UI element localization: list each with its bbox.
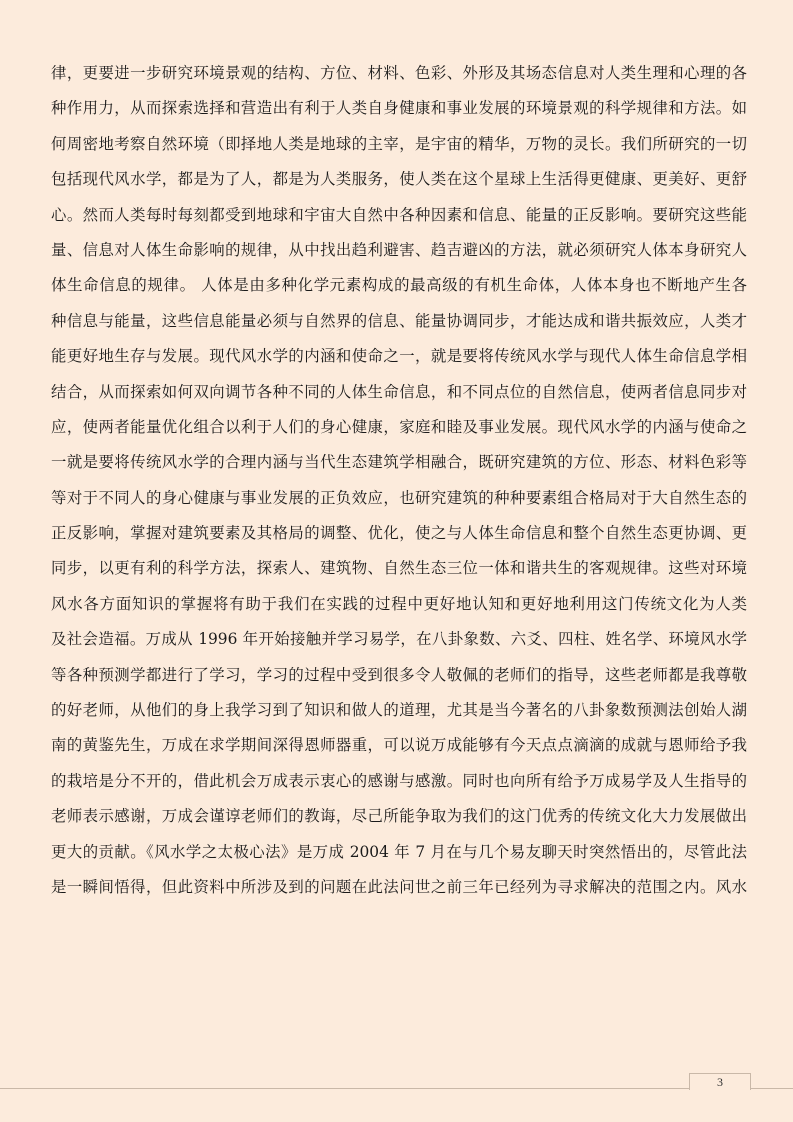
text-line: 老师表示感谢，万成会谨谆老师们的教诲，尽己所能争取为我们的这门优秀的传统文化大力发展做出 — [51, 807, 747, 826]
text-line: 能更好地生存与发展。现代风水学的内涵和使命之一，就是要将传统风水学与现代人体生命信息学相 — [51, 347, 747, 366]
text-line: 及社会造福。万成从 1996 年开始接触并学习易学，在八卦象数、六爻、四柱、姓名学、环境风水学 — [51, 630, 747, 649]
text-line: 种信息与能量，这些信息能量必须与自然界的信息、能量协调同步，才能达成和谐共振效应，人类才 — [51, 311, 747, 330]
text-line: 南的黄鉴先生，万成在求学期间深得恩师器重，可以说万成能够有今天点点滴滴的成就与恩师给予我 — [51, 736, 747, 755]
footer-rule — [0, 1088, 793, 1089]
text-line: 正反影响，掌握对建筑要素及其格局的调整、优化，使之与人体生命信息和整个自然生态更协调、更 — [51, 524, 747, 543]
body-text — [51, 56, 747, 905]
text-line: 一就是要将传统风水学的合理内涵与当代生态建筑学相融合，既研究建筑的方位、形态、材料色彩等 — [51, 453, 747, 472]
text-line: 应，使两者能量优化组合以利于人们的身心健康，家庭和睦及事业发展。现代风水学的内涵与使命之 — [51, 417, 747, 436]
text-line: 结合，从而探索如何双向调节各种不同的人体生命信息，和不同点位的自然信息，使两者信息同步对 — [51, 382, 747, 401]
text-line: 风水各方面知识的掌握将有助于我们在实践的过程中更好地认知和更好地利用这门传统文化为人类 — [51, 594, 747, 613]
text-line: 等对于不同人的身心健康与事业发展的正负效应，也研究建筑的种种要素组合格局对于大自然生态的 — [51, 488, 747, 507]
text-line: 同步，以更有利的科学方法，探索人、建筑物、自然生态三位一体和谐共生的客观规律。这些对环境 — [51, 559, 747, 578]
text-line: 的好老师，从他们的身上我学习到了知识和做人的道理，尤其是当今著名的八卦象数预测法创始人湖 — [51, 701, 747, 720]
text-line: 的栽培是分不开的，借此机会万成表示衷心的感谢与感激。同时也向所有给予万成易学及人生指导的 — [51, 771, 747, 790]
text-line: 等各种预测学都进行了学习，学习的过程中受到很多令人敬佩的老师们的指导，这些老师都是我尊敬 — [51, 665, 747, 684]
text-line: 体生命信息的规律。 人体是由多种化学元素构成的最高级的有机生命体，人体本身也不断地产生各 — [51, 276, 747, 295]
text-line: 律，更要进一步研究环境景观的结构、方位、材料、色彩、外形及其场态信息对人类生理和心理的各 — [51, 64, 747, 82]
text-line: 何周密地考察自然环境（即择地人类是地球的主宰，是宇宙的精华，万物的灵长。我们所研究的一切 — [51, 134, 747, 153]
page-number: 3 — [689, 1073, 751, 1090]
text-line: 种作用力，从而探索选择和营造出有利于人类自身健康和事业发展的环境景观的科学规律和方法。如 — [51, 99, 747, 118]
text-line: 更大的贡献。《风水学之太极心法》是万成 2004 年 7 月在与几个易友聊天时突然悟出的，尽管此法 — [51, 842, 747, 861]
text-line: 包括现代风水学，都是为了人，都是为人类服务，使人类在这个星球上生活得更健康、更美好、更舒 — [51, 170, 747, 189]
text-line: 量、信息对人体生命影响的规律，从中找出趋利避害、趋吉避凶的方法，就必须研究人体本身研究人 — [51, 240, 747, 259]
text-line: 心。然而人类每时每刻都受到地球和宇宙大自然中各种因素和信息、能量的正反影响。要研究这些能 — [51, 205, 747, 224]
text-line: 是一瞬间悟得，但此资料中所涉及到的问题在此法问世之前三年已经列为寻求解决的范围之内。风水 — [51, 877, 747, 896]
